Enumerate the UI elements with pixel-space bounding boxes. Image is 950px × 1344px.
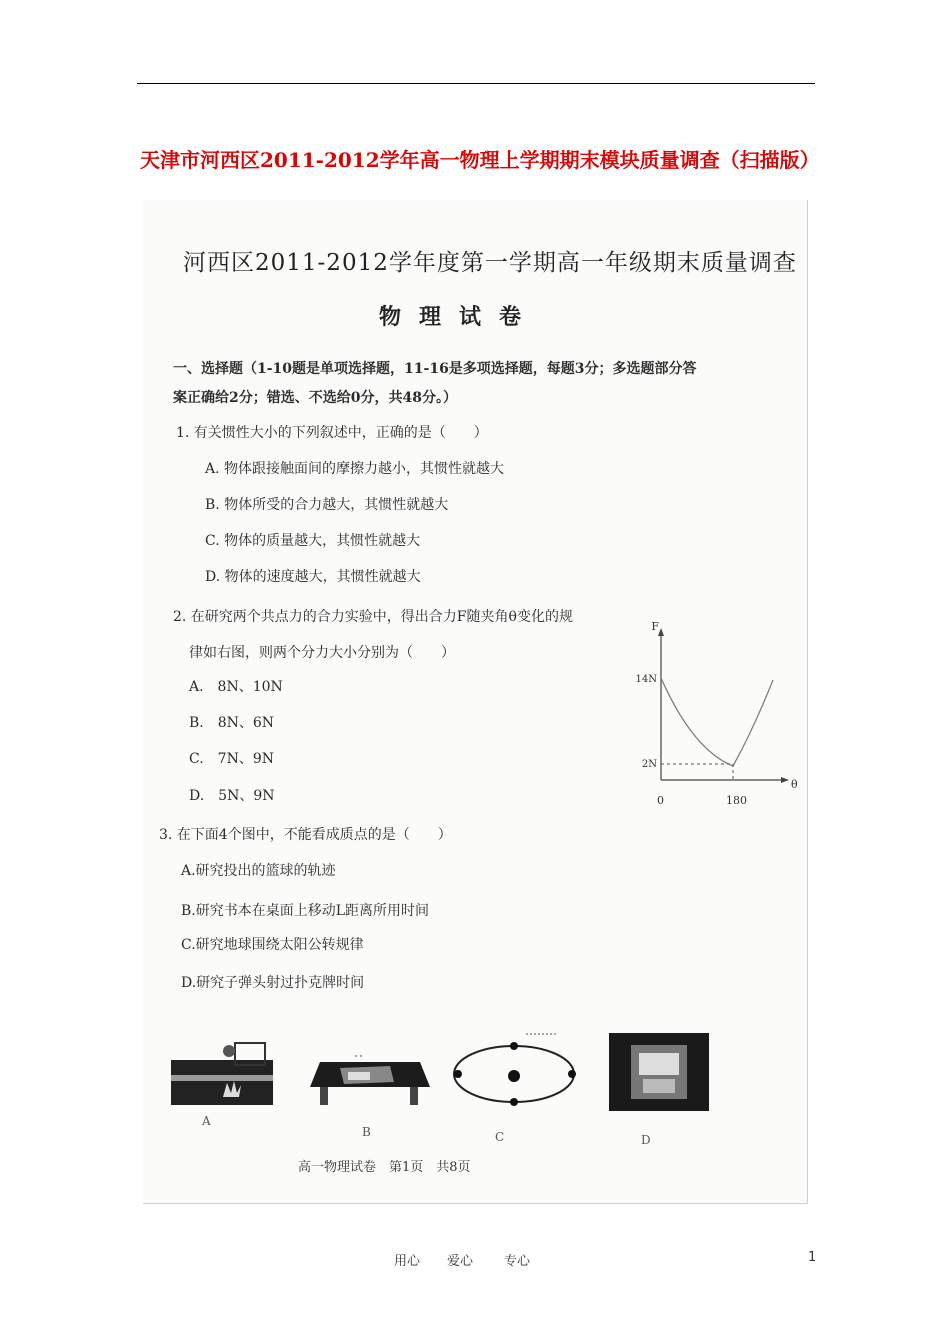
- q3-figure-a-label: A: [202, 1114, 211, 1128]
- q2-option-b: B. 8N、6N: [189, 715, 275, 731]
- q2-stem-line2: 律如右图，则两个分力大小分别为（ ）: [189, 645, 455, 661]
- graph-x-tick: 180: [726, 794, 747, 807]
- q1-option-d: D. 物体的速度越大，其惯性就越大: [205, 569, 421, 585]
- q2-option-c: C. 7N、9N: [189, 751, 274, 767]
- q3-figure-c-earth-orbit: [448, 1028, 580, 1108]
- graph-y-tick-low: 2N: [641, 759, 657, 770]
- exam-subtitle: 物理试卷: [379, 304, 540, 330]
- page-number: 1: [808, 1250, 817, 1265]
- q1-stem: 1. 有关惯性大小的下列叙述中，正确的是（ ）: [176, 425, 488, 441]
- q3-option-d: D.研究子弹头射过扑克牌时间: [181, 975, 365, 991]
- footer-motto-1: 用心: [394, 1254, 421, 1269]
- scanned-exam-page: [143, 200, 808, 1204]
- graph-y-tick-top: 14N: [635, 674, 657, 685]
- q3-figure-d-bullet-card: [609, 1033, 709, 1111]
- q1-option-b: B. 物体所受的合力越大，其惯性就越大: [205, 497, 449, 513]
- q3-option-b: B.研究书本在桌面上移动L距离所用时间: [181, 903, 430, 919]
- footer-motto-3: 专心: [504, 1254, 531, 1269]
- q3-option-a: A.研究投出的篮球的轨迹: [181, 863, 336, 879]
- header-rule: [137, 83, 815, 84]
- graph-y-axis-label: F: [651, 620, 659, 633]
- q3-figure-d-label: D: [641, 1133, 651, 1147]
- q2-force-angle-graph: [623, 620, 798, 810]
- q2-option-a: A. 8N、10N: [189, 679, 283, 695]
- q3-figure-a-basketball: [171, 1035, 273, 1105]
- q1-option-c: C. 物体的质量越大，其惯性就越大: [205, 533, 421, 549]
- exam-title: 河西区2011-2012学年度第一学期高一年级期末质量调查: [183, 250, 797, 276]
- q2-stem-line1: 2. 在研究两个共点力的合力实验中，得出合力F随夹角θ变化的规: [173, 609, 573, 625]
- q3-figure-b-label: B: [362, 1125, 371, 1139]
- q3-stem: 3. 在下面4个图中，不能看成质点的是（ ）: [159, 827, 452, 843]
- section1-instructions-line1: 一、选择题（1-10题是单项选择题，11-16是多项选择题，每题3分；多选题部分答: [173, 361, 697, 377]
- graph-x-axis-label: θ: [791, 778, 798, 791]
- q3-figure-c-label: C: [495, 1130, 505, 1144]
- q3-option-c: C.研究地球围绕太阳公转规律: [181, 937, 364, 953]
- exam-page-footer: 高一物理试卷 第1页 共8页: [298, 1160, 471, 1175]
- q2-option-d: D. 5N、9N: [189, 788, 275, 804]
- document-title: 天津市河西区2011-2012学年高一物理上学期期末模块质量调查（扫描版）: [140, 148, 820, 172]
- section1-instructions-line2: 案正确给2分；错选、不选给0分，共48分。）: [173, 390, 457, 406]
- q3-figure-b-book-on-desk: [300, 1032, 432, 1112]
- graph-origin-label: 0: [657, 794, 664, 807]
- footer-motto-2: 爱心: [447, 1254, 474, 1269]
- q1-option-a: A. 物体跟接触面间的摩擦力越小，其惯性就越大: [205, 461, 505, 477]
